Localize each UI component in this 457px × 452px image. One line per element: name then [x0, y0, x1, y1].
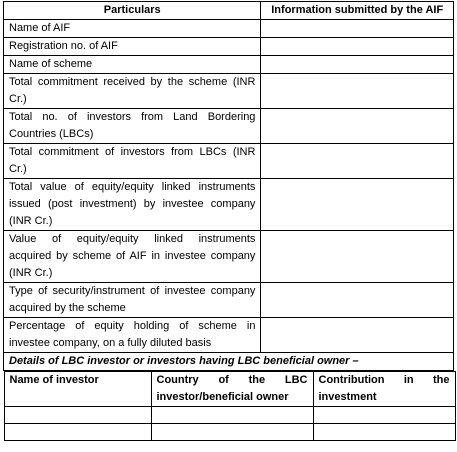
row-label: Name of AIF — [4, 20, 261, 38]
table-row — [4, 144, 454, 179]
row-label — [4, 231, 261, 283]
table-row — [4, 109, 454, 144]
investor-subtable-container — [4, 371, 454, 442]
info-cell — [261, 56, 454, 74]
country-cell — [151, 424, 313, 441]
row-label-line: Cr.) — [9, 93, 27, 105]
particulars-header: Particulars — [4, 2, 261, 20]
investor-name-cell — [4, 424, 151, 441]
row-label: Name of scheme — [4, 56, 261, 74]
details-heading: Details of LBC investor or investors having LBC beneficial owner – — [4, 353, 454, 371]
table-row — [4, 283, 454, 318]
row-label-line: issued (post investment) by investee company — [9, 198, 256, 210]
info-cell — [261, 144, 454, 179]
row-label-line: Value of equity/equity linked instruments — [9, 233, 256, 245]
row-label-line: acquired by the scheme — [9, 302, 126, 314]
info-cell — [261, 231, 454, 283]
row-label-line: Cr.) — [9, 163, 27, 175]
information-header: Information submitted by the AIF — [261, 2, 454, 20]
row-label — [4, 144, 261, 179]
info-cell — [261, 283, 454, 318]
row-label: Registration no. of AIF — [4, 38, 261, 56]
info-cell — [261, 38, 454, 56]
country-header-line: Country of the LBC — [156, 374, 308, 386]
table-row — [4, 407, 455, 424]
info-cell — [261, 318, 454, 353]
row-label-line: (INR Cr.) — [9, 215, 53, 227]
row-label-line: Percentage of equity holding of scheme in — [9, 320, 256, 332]
table-row — [4, 179, 454, 231]
info-cell — [261, 74, 454, 109]
name-of-investor-header: Name of investor — [4, 372, 151, 407]
investor-subtable — [4, 371, 456, 441]
contribution-header-line: investment — [318, 391, 377, 403]
country-header-line: investor/beneficial owner — [156, 391, 289, 403]
row-label-line: Total commitment of investors from LBCs (INR — [9, 146, 256, 158]
contribution-cell — [313, 407, 455, 424]
row-label-line: investee company, on a fully diluted basis — [9, 337, 212, 349]
row-label — [4, 179, 261, 231]
row-label-line: acquired by scheme of AIF in investee company — [9, 250, 256, 262]
table-row — [4, 424, 455, 441]
row-label-line: Total commitment received by the scheme (INR — [9, 76, 256, 88]
table-row — [4, 38, 454, 56]
row-label-line: Countries (LBCs) — [9, 128, 94, 140]
country-cell — [151, 407, 313, 424]
table-row — [4, 56, 454, 74]
row-label — [4, 318, 261, 353]
row-label — [4, 109, 261, 144]
investor-subtable-row — [4, 371, 454, 442]
table-row — [4, 318, 454, 353]
row-label-line: Type of security/instrument of investee company — [9, 285, 256, 297]
row-label — [4, 74, 261, 109]
investor-name-cell — [4, 407, 151, 424]
table-header-row — [4, 2, 454, 20]
table-row — [4, 74, 454, 109]
contribution-header-line: Contribution in the — [318, 374, 450, 386]
aif-disclosure-table — [3, 1, 454, 441]
row-label-line: Total value of equity/equity linked instruments — [9, 181, 256, 193]
row-label — [4, 283, 261, 318]
row-label-line: Total no. of investors from Land Bordering — [9, 111, 256, 123]
table-row — [4, 231, 454, 283]
info-cell — [261, 109, 454, 144]
info-cell — [261, 20, 454, 38]
info-cell — [261, 179, 454, 231]
table-row — [4, 20, 454, 38]
details-heading-row — [4, 353, 454, 371]
investor-subtable-header — [4, 372, 455, 407]
country-header — [151, 372, 313, 407]
contribution-cell — [313, 424, 455, 441]
contribution-header — [313, 372, 455, 407]
row-label-line: (INR Cr.) — [9, 267, 53, 279]
